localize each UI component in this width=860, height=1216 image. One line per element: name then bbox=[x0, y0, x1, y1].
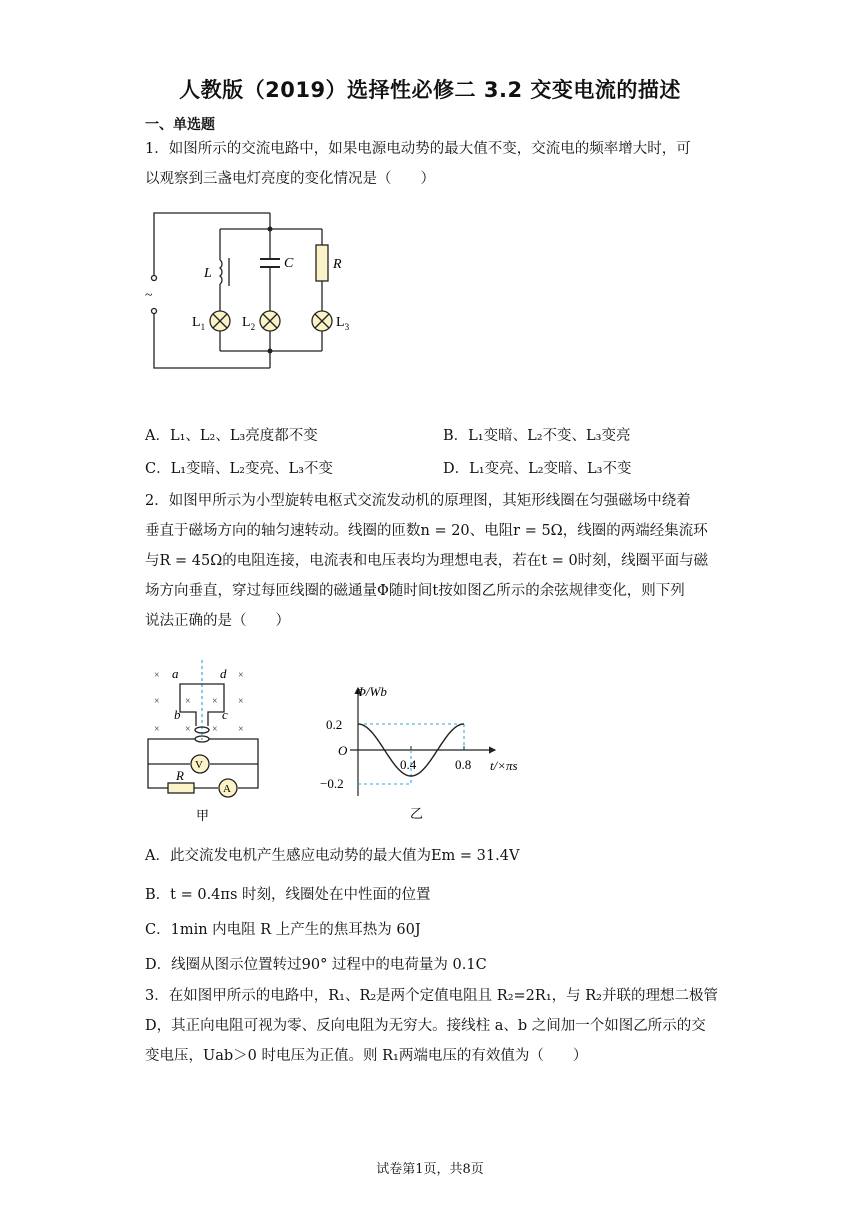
graph-y-tick-neg: −0.2 bbox=[320, 776, 344, 791]
q3-line-1: 3．在如图甲所示的电路中，R₁、R₂是两个定值电阻且 R₂=2R₁，与 R₂并联的理想二极管 bbox=[145, 988, 718, 1004]
q2-option-a: A．此交流发电机产生感应电动势的最大值为Em = 31.4V bbox=[145, 848, 520, 864]
svg-text:×: × bbox=[154, 724, 160, 735]
graph-x-axis-label: t/×πs bbox=[490, 758, 518, 773]
q2-option-d: D．线圈从图示位置转过90° 过程中的电荷量为 0.1C bbox=[145, 957, 487, 973]
ammeter-label: A bbox=[223, 783, 231, 795]
svg-text:×: × bbox=[238, 670, 244, 681]
page-title: 人教版（2019）选择性必修二 3.2 交变电流的描述 bbox=[179, 78, 681, 102]
svg-text:×: × bbox=[154, 696, 160, 707]
q1-option-b: B．L₁变暗、L₂不变、L₃变亮 bbox=[443, 428, 631, 444]
coil-label-c: c bbox=[222, 707, 228, 722]
svg-text:×: × bbox=[212, 696, 218, 707]
resistor-label: R bbox=[333, 257, 342, 272]
q2-generator-diagram bbox=[140, 660, 270, 825]
svg-text:×: × bbox=[154, 670, 160, 681]
q1-option-c: C．L₁变暗、L₂变亮、L₃不变 bbox=[145, 461, 333, 477]
q2-line-5: 说法正确的是（ ） bbox=[145, 613, 290, 629]
q1-line-2: 以观察到三盏电灯亮度的变化情况是（ ） bbox=[145, 171, 435, 187]
svg-text:×: × bbox=[238, 724, 244, 735]
q2-line-4: 场方向垂直，穿过每匝线圈的磁通量Φ随时间t按如图乙所示的余弦规律变化，则下列 bbox=[145, 583, 685, 599]
q2-option-b: B．t = 0.4πs 时刻，线圈处在中性面的位置 bbox=[145, 887, 431, 903]
svg-text:×: × bbox=[212, 724, 218, 735]
figure-yi-caption: 乙 bbox=[410, 806, 424, 821]
graph-y-axis-label: Φ/Wb bbox=[356, 684, 387, 699]
ac-source-label: ~ bbox=[145, 288, 153, 303]
svg-text:×: × bbox=[185, 724, 191, 735]
q1-option-a: A．L₁、L₂、L₃亮度都不变 bbox=[145, 428, 318, 444]
question-1-stem bbox=[145, 134, 725, 194]
question-3-stem bbox=[145, 981, 725, 1071]
coil-label-a: a bbox=[172, 666, 179, 681]
graph-x-tick-1: 0.4 bbox=[400, 757, 417, 772]
lamp-3-label: $L_3$ bbox=[336, 315, 350, 332]
q2-flux-graph bbox=[310, 678, 540, 828]
q1-option-d: D．L₁变亮、L₂变暗、L₃不变 bbox=[443, 461, 632, 477]
lamp-1-label: $L_1$ bbox=[192, 315, 206, 332]
svg-text:×: × bbox=[185, 696, 191, 707]
coil-label-d: d bbox=[220, 666, 227, 681]
capacitor-label: C bbox=[284, 256, 294, 271]
graph-y-tick-pos: 0.2 bbox=[326, 717, 343, 732]
q2-option-c: C．1min 内电阻 R 上产生的焦耳热为 60J bbox=[145, 922, 421, 938]
voltmeter-label: V bbox=[195, 759, 203, 771]
q3-line-2: D，其正向电阻可视为零、反向电阻为无穷大。接线柱 a、b 之间加一个如图乙所示的交 bbox=[145, 1018, 706, 1034]
graph-origin-label: O bbox=[338, 743, 348, 758]
resistor-r-label: R bbox=[176, 768, 184, 783]
q2-line-3: 与R = 45Ω的电阻连接，电流表和电压表均为理想电表，若在t = 0时刻，线圈平面与磁 bbox=[145, 553, 709, 569]
inductor-label: L bbox=[204, 266, 212, 281]
question-2-stem bbox=[145, 486, 725, 636]
svg-text:×: × bbox=[238, 696, 244, 707]
graph-x-tick-2: 0.8 bbox=[455, 757, 472, 772]
figure-jia-caption: 甲 bbox=[196, 808, 210, 823]
q3-line-3: 变电压，Uab＞0 时电压为正值。则 R₁两端电压的有效值为（ ） bbox=[145, 1048, 588, 1064]
q2-line-2: 垂直于磁场方向的轴匀速转动。线圈的匝数n = 20、电阻r = 5Ω，线圈的两端经集流环 bbox=[145, 523, 708, 539]
page-footer: 试卷第1页，共8页 bbox=[376, 1162, 484, 1177]
q1-line-1: 1．如图所示的交流电路中，如果电源电动势的最大值不变，交流电的频率增大时，可 bbox=[145, 141, 691, 157]
q2-line-1: 2．如图甲所示为小型旋转电枢式交流发动机的原理图，其矩形线圈在匀强磁场中绕着 bbox=[145, 493, 691, 509]
coil-label-b: b bbox=[174, 707, 181, 722]
section-heading: 一、单选题 bbox=[145, 117, 215, 133]
q1-circuit-diagram bbox=[140, 205, 360, 380]
lamp-2-label: $L_2$ bbox=[242, 315, 256, 332]
